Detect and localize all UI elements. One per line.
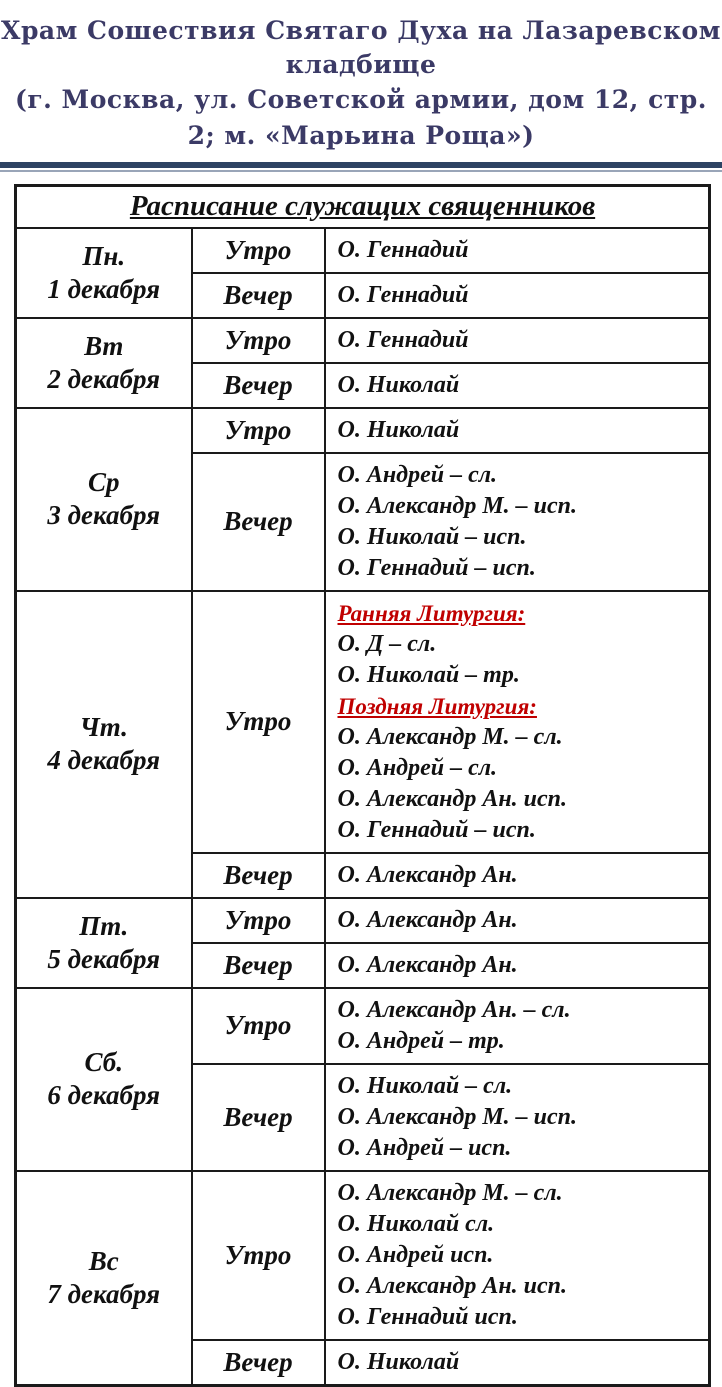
schedule-row xyxy=(16,228,710,273)
day-date: 5 декабря xyxy=(47,943,161,974)
priest-line: О. Александр Ан. – сл. xyxy=(337,996,571,1023)
priests-cell xyxy=(325,453,710,591)
priest-line: О. Андрей – исп. xyxy=(337,1134,512,1161)
day-abbreviation: Пт. xyxy=(79,910,129,941)
day-abbreviation: Вс xyxy=(88,1245,119,1276)
priests-cell xyxy=(325,273,710,318)
service-time-cell: Утро xyxy=(192,408,325,453)
header-divider xyxy=(0,162,722,172)
priest-line: О. Д – сл. xyxy=(337,630,437,657)
priests-cell xyxy=(325,1171,710,1340)
priests-cell xyxy=(325,363,710,408)
day-date: 6 декабря xyxy=(47,1080,161,1110)
service-time-cell: Утро xyxy=(192,898,325,943)
priest-line: О. Александр Ан. xyxy=(337,951,518,978)
day-cell xyxy=(16,228,192,318)
priest-line: О. Александр М. – исп. xyxy=(337,1103,578,1130)
priest-line: О. Геннадий – исп. xyxy=(337,816,536,843)
day-cell xyxy=(16,988,192,1171)
day-abbreviation: Сб. xyxy=(84,1047,123,1077)
title-row xyxy=(16,186,710,228)
priest-line: О. Александр Ан. xyxy=(337,906,518,933)
priest-line: О. Александр Ан. xyxy=(337,861,518,888)
schedule-table-wrap xyxy=(0,172,722,1387)
day-cell xyxy=(16,318,192,408)
priests-cell xyxy=(325,1340,710,1386)
priest-line: О. Александр М. – сл. xyxy=(337,1179,563,1206)
priest-line: О. Александр Ан. исп. xyxy=(337,1272,567,1299)
day-abbreviation: Вт xyxy=(84,330,124,361)
priests-cell xyxy=(325,943,710,988)
priest-line: О. Александр Ан. исп. xyxy=(337,785,567,812)
schedule-row xyxy=(16,898,710,943)
priests-cell xyxy=(325,1064,710,1171)
priest-line: О. Геннадий – исп. xyxy=(337,554,536,581)
priest-line: О. Андрей – тр. xyxy=(337,1027,505,1054)
service-time-cell: Утро xyxy=(192,1171,325,1340)
priest-line: О. Александр М. – сл. xyxy=(337,723,563,750)
schedule-table xyxy=(14,184,711,1387)
priest-line: О. Андрей – сл. xyxy=(337,461,498,488)
priest-line: О. Геннадий xyxy=(337,236,469,263)
day-abbreviation: Пн. xyxy=(82,240,126,271)
day-date: 4 декабря xyxy=(47,745,161,775)
priest-line: О. Николай – тр. xyxy=(337,661,520,688)
schedule-table-body xyxy=(16,186,710,1386)
service-time-cell: Утро xyxy=(192,318,325,363)
service-time-cell: Вечер xyxy=(192,853,325,898)
day-cell xyxy=(16,1171,192,1386)
priests-cell xyxy=(325,591,710,853)
service-time-cell: Утро xyxy=(192,591,325,853)
schedule-row xyxy=(16,1171,710,1340)
priest-line: О. Геннадий xyxy=(337,326,469,353)
day-date: 1 декабря xyxy=(47,273,161,304)
priest-line: О. Андрей – сл. xyxy=(337,754,498,781)
service-time-cell: Вечер xyxy=(192,1340,325,1386)
day-date: 2 декабря xyxy=(47,363,161,394)
church-header xyxy=(0,0,722,154)
service-time-cell: Вечер xyxy=(192,273,325,318)
priest-line: О. Николай – сл. xyxy=(337,1072,513,1099)
priests-cell xyxy=(325,318,710,363)
table-title-cell xyxy=(16,186,710,228)
priest-line: О. Геннадий xyxy=(337,281,469,308)
day-abbreviation: Ср xyxy=(87,467,120,497)
service-time-cell: Вечер xyxy=(192,453,325,591)
table-title: Расписание служащих священников xyxy=(129,190,596,223)
schedule-row xyxy=(16,408,710,453)
day-cell xyxy=(16,591,192,898)
service-time-cell: Утро xyxy=(192,228,325,273)
church-name: Храм Сошествия Святаго Духа на Лазаревском кладбище xyxy=(1,16,721,79)
priests-cell xyxy=(325,898,710,943)
priest-line: О. Николай xyxy=(337,1348,460,1375)
day-abbreviation: Чт. xyxy=(79,712,128,742)
priests-cell xyxy=(325,853,710,898)
service-time-cell: Утро xyxy=(192,988,325,1064)
day-date: 3 декабря xyxy=(47,500,161,530)
liturgy-heading: Поздняя Литургия: xyxy=(337,693,537,719)
priest-line: О. Александр М. – исп. xyxy=(337,492,578,519)
service-time-cell: Вечер xyxy=(192,1064,325,1171)
priests-cell xyxy=(325,228,710,273)
service-time-cell: Вечер xyxy=(192,943,325,988)
liturgy-heading: Ранняя Литургия: xyxy=(337,600,526,626)
priests-cell xyxy=(325,408,710,453)
priest-line: О. Андрей исп. xyxy=(337,1241,494,1268)
priest-line: О. Геннадий исп. xyxy=(337,1303,518,1330)
priest-line: О. Николай сл. xyxy=(337,1210,495,1237)
service-time-cell: Вечер xyxy=(192,363,325,408)
priest-line: О. Николай xyxy=(337,416,460,443)
schedule-row xyxy=(16,988,710,1064)
priest-line: О. Николай xyxy=(337,371,460,398)
priest-line: О. Николай – исп. xyxy=(337,523,527,550)
church-address: (г. Москва, ул. Советской армии, дом 12, стр. 2; м. «Марьина Роща») xyxy=(15,85,707,150)
day-cell xyxy=(16,898,192,988)
schedule-row xyxy=(16,318,710,363)
day-date: 7 декабря xyxy=(47,1278,161,1309)
schedule-row xyxy=(16,591,710,853)
day-cell xyxy=(16,408,192,591)
priests-cell xyxy=(325,988,710,1064)
